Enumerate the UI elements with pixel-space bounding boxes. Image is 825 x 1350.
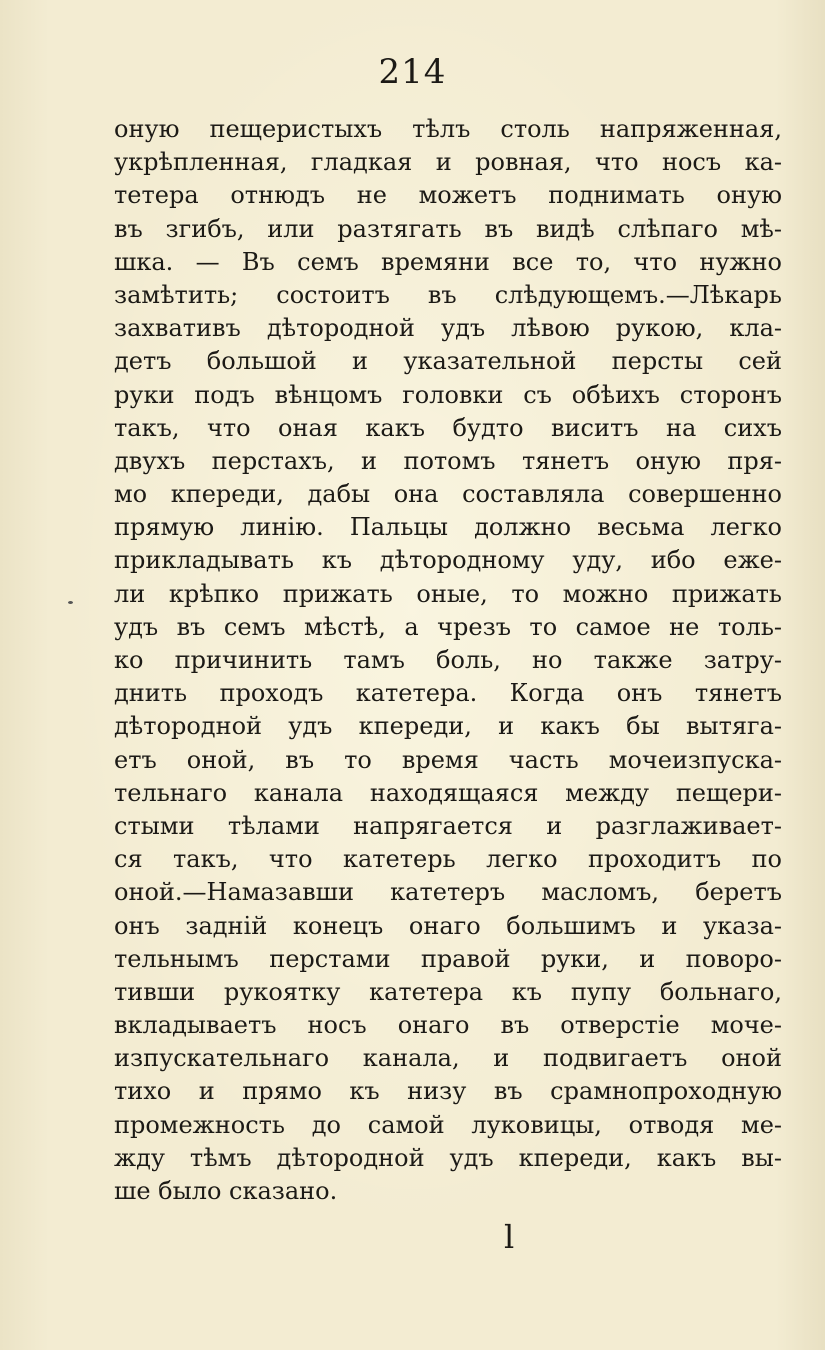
text-line: тельнымъ перстами правой руки, и поворо- <box>114 944 782 973</box>
text-line: такъ, что оная какъ будто виситъ на сихъ <box>114 413 782 442</box>
text-line: изпускательнаго канала, и подвигаетъ оной <box>114 1044 782 1073</box>
page-number: 214 <box>378 52 447 92</box>
text-line: ко причинить тамъ боль, но также затру- <box>114 646 782 674</box>
text-line: прямую линію. Пальцы должно весьма легко <box>114 513 782 542</box>
text-line: тельнаго канала находящаяся между пещери- <box>114 778 782 807</box>
text-line: тихо и прямо къ низу въ срамнопроходную <box>114 1077 782 1106</box>
text-line: ся такъ, что катетерь легко проходитъ по <box>114 845 782 874</box>
text-line: стыми тѣлами напрягается и разглаживает- <box>114 811 782 840</box>
text-line: укрѣпленная, гладкая и ровная, что носъ ка- <box>114 148 782 177</box>
text-line: руки подъ вѣнцомъ головки съ обѣихъ сторонъ <box>114 380 782 409</box>
ink-speck <box>68 601 73 604</box>
text-line: жду тѣмъ дѣтородной удъ кпереди, какъ вы- <box>114 1143 782 1172</box>
body-text <box>114 113 782 1208</box>
text-line: оную пещеристыхъ тѣлъ столь напряженная, <box>114 115 782 143</box>
text-line: днить проходъ катетера. Когда онъ тянетъ <box>114 679 782 708</box>
text-line: двухъ перстахъ, и потомъ тянетъ оную пря- <box>114 446 782 475</box>
text-line: замѣтить; состоитъ въ слѣдующемъ.—Лѣкарь <box>114 280 782 309</box>
text-line: ли крѣпко прижать оные, то можно прижать <box>114 579 782 608</box>
text-line: шка. — Въ семъ времяни все то, что нужно <box>114 247 782 276</box>
text-line: удъ въ семъ мѣстѣ, а чрезъ то самое не толь- <box>114 612 782 641</box>
text-line: оной.—Намазавши катетеръ масломъ, беретъ <box>114 878 782 907</box>
text-line-last: ше было сказано. <box>114 1177 338 1205</box>
text-line: въ згибъ, или разтягать въ видѣ слѣпаго мѣ- <box>114 214 782 243</box>
text-line: промежность до самой луковицы, отводя ме- <box>114 1110 782 1139</box>
text-line: тивши рукоятку катетера къ пупу больнаго, <box>114 977 782 1006</box>
text-line: детъ большой и указательной персты сей <box>114 347 782 376</box>
signature-mark: l <box>504 1218 515 1256</box>
text-line: захвативъ дѣтородной удъ лѣвою рукою, кла- <box>114 314 782 343</box>
text-line: дѣтородной удъ кпереди, и какъ бы вытяга- <box>114 712 782 741</box>
text-line: етъ оной, въ то время часть мочеизпуска- <box>114 745 782 774</box>
text-line: вкладываетъ носъ онаго въ отверстіе моче- <box>114 1011 782 1040</box>
text-line: прикладывать къ дѣтородному уду, ибо еже- <box>114 546 782 575</box>
text-line: тетера отнюдъ не можетъ поднимать оную <box>114 181 782 210</box>
text-line: мо кпереди, дабы она составляла совершенно <box>114 480 782 509</box>
text-line: онъ задній конецъ онаго большимъ и указа- <box>114 911 782 940</box>
